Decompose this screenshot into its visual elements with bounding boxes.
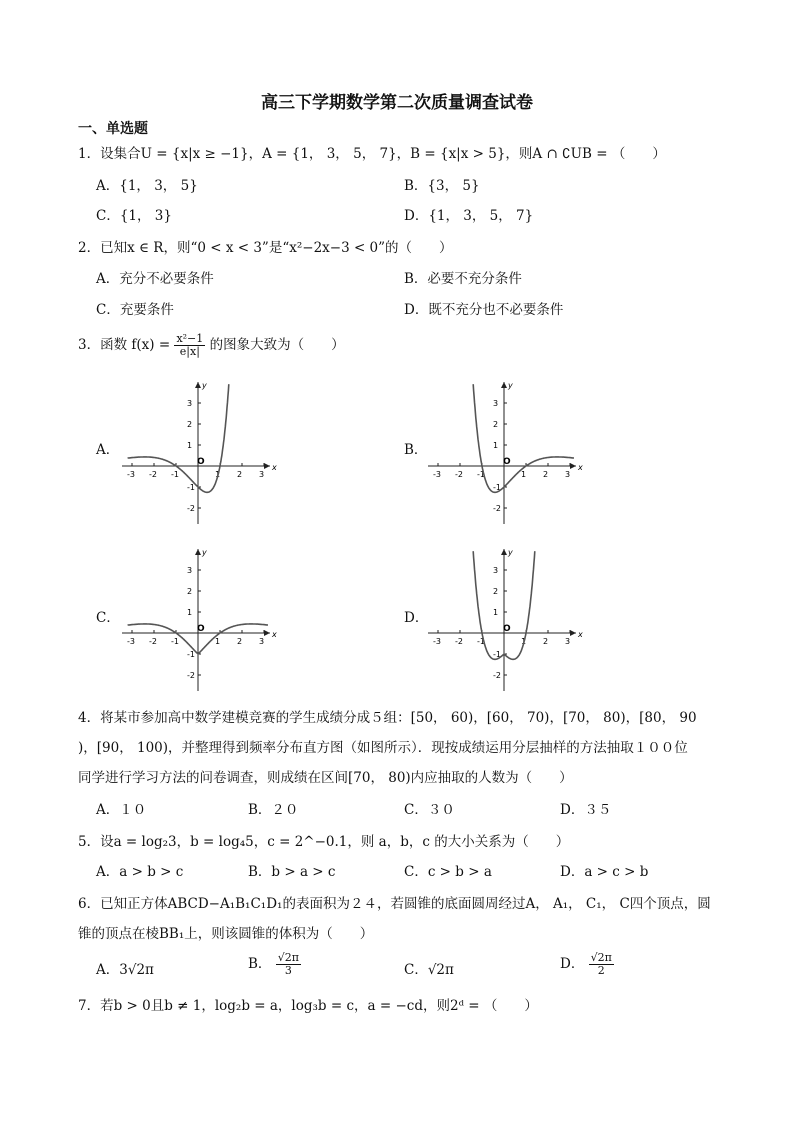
question-2-option-c: C．充要条件 — [96, 302, 174, 318]
x-tick-label: 3 — [565, 637, 571, 646]
question-4-option-d: D．３５ — [560, 802, 612, 818]
question-6-option-d-numerator: √2π — [590, 951, 612, 964]
x-tick-label: -3 — [127, 637, 135, 646]
origin-label: O — [197, 457, 205, 467]
question-6-option-d-label: D． — [560, 956, 585, 972]
question-4-option-c: C．３０ — [404, 802, 455, 818]
y-axis-arrow — [195, 382, 201, 388]
question-1-option-c: C．{1， 3} — [96, 208, 172, 224]
question-6-line-1: 6．已知正方体ABCD−A₁B₁C₁D₁的表面积为２４，若圆锥的底面圆周经过A， A₁， C₁， C四个顶点，圆 — [78, 896, 711, 912]
y-tick-label: 3 — [187, 399, 193, 408]
question-2-option-d: D．既不充分也不必要条件 — [404, 302, 564, 318]
question-1-stem: 1．设集合U = {x|x ≥ −1}，A = {1， 3， 5， 7}，B = {x|x > 5}，则A ∩ ∁UB = （ ） — [78, 146, 666, 162]
question-4-option-b: B．２０ — [248, 802, 299, 818]
x-tick-label: -1 — [477, 470, 485, 479]
x-axis-arrow — [264, 630, 270, 636]
question-2-stem: 2．已知x ∈ R，则“0 < x < 3”是“x²−2x−3 < 0”的（ ） — [78, 240, 453, 256]
x-tick-label: 3 — [259, 637, 265, 646]
x-tick-label: -3 — [433, 637, 441, 646]
question-1-option-b: B．{3， 5} — [404, 178, 480, 194]
question-6-option-c: C．√2π — [404, 962, 454, 978]
question-4-line-2: )，[90， 100)，并整理得到频率分布直方图（如图所示）．现按成绩运用分层抽样的方法抽取１００位 — [78, 740, 688, 756]
y-tick-label: -1 — [187, 483, 195, 492]
y-tick-label: -2 — [187, 671, 195, 680]
y-tick-label: 1 — [493, 441, 499, 450]
x-tick-label: 1 — [215, 470, 221, 479]
y-axis-label: y — [202, 381, 207, 390]
x-axis-arrow — [264, 463, 270, 469]
y-tick-label: -1 — [493, 483, 501, 492]
x-tick-label: 1 — [215, 637, 221, 646]
y-axis-arrow — [501, 382, 507, 388]
x-axis-label: x — [272, 630, 277, 639]
question-3-stem — [78, 330, 345, 360]
x-tick-label: -1 — [477, 637, 485, 646]
y-tick-label: -2 — [493, 671, 501, 680]
question-3-option-d: D． — [404, 610, 429, 626]
graph-d — [424, 545, 584, 695]
question-6-option-b-label: B． — [248, 956, 272, 972]
x-tick-label: -2 — [455, 470, 463, 479]
question-3-denominator: e|x| — [179, 345, 200, 358]
x-tick-label: 3 — [565, 470, 571, 479]
question-3-option-b: B． — [404, 442, 428, 458]
question-1-option-a: A．{1， 3， 5} — [96, 178, 198, 194]
question-6-option-b-fraction — [276, 952, 301, 977]
question-3-numerator: x²−1 — [176, 332, 204, 345]
x-tick-label: -1 — [171, 637, 179, 646]
y-tick-label: -2 — [187, 504, 195, 513]
y-axis-arrow — [195, 549, 201, 555]
graph-a — [118, 378, 278, 528]
x-axis-arrow — [570, 630, 576, 636]
question-6-option-b-denominator: 3 — [284, 964, 292, 977]
section-heading: 一、单选题 — [78, 121, 148, 137]
y-tick-label: -1 — [187, 650, 195, 659]
y-tick-label: -2 — [493, 504, 501, 513]
question-5-option-d: D．a > c > b — [560, 864, 649, 880]
question-3-option-c: C． — [96, 610, 120, 626]
x-tick-label: 1 — [521, 470, 527, 479]
question-2-option-a: A．充分不必要条件 — [96, 271, 214, 287]
y-tick-label: 2 — [493, 420, 499, 429]
x-tick-label: 1 — [521, 637, 527, 646]
x-axis-label: x — [578, 463, 583, 472]
question-4-option-a: A．１０ — [96, 802, 147, 818]
x-tick-label: -3 — [433, 470, 441, 479]
question-5-stem: 5．设a = log₂3，b = log₄5，c = 2^−0.1，则 a，b，c 的大小关系为（ ） — [78, 834, 570, 850]
y-tick-label: 3 — [187, 566, 193, 575]
x-tick-label: 3 — [259, 470, 265, 479]
question-4-line-1: 4．将某市参加高中数学建模竞赛的学生成绩分成５组：[50， 60)，[60， 70)，[70， 80)，[80， 90 — [78, 710, 697, 726]
y-tick-label: 2 — [493, 587, 499, 596]
question-2-option-b: B．必要不充分条件 — [404, 271, 522, 287]
y-axis-arrow — [501, 549, 507, 555]
origin-label: O — [503, 624, 511, 634]
question-7-stem: 7．若b > 0且b ≠ 1，log₂b = a，log₃b = c，a = −cd，则2ᵈ = （ ） — [78, 998, 538, 1014]
x-tick-label: 2 — [237, 637, 243, 646]
y-axis-label: y — [202, 548, 207, 557]
x-tick-label: 2 — [237, 470, 243, 479]
question-1-option-d: D．{1， 3， 5， 7} — [404, 208, 534, 224]
x-tick-label: -2 — [149, 637, 157, 646]
x-tick-label: -2 — [455, 637, 463, 646]
y-tick-label: 3 — [493, 399, 499, 408]
question-3-option-a: A． — [96, 442, 120, 458]
y-tick-label: 2 — [187, 587, 193, 596]
question-6-option-b — [248, 952, 301, 977]
question-6-option-d-fraction — [589, 952, 614, 977]
question-5-option-a: A．a > b > c — [96, 864, 184, 880]
x-tick-label: -1 — [171, 470, 179, 479]
y-tick-label: 2 — [187, 420, 193, 429]
question-5-option-c: C．c > b > a — [404, 864, 492, 880]
x-axis-label: x — [272, 463, 277, 472]
question-6-option-d-denominator: 2 — [597, 964, 605, 977]
x-tick-label: -2 — [149, 470, 157, 479]
y-tick-label: 1 — [493, 608, 499, 617]
x-tick-label: -3 — [127, 470, 135, 479]
graph-b — [424, 378, 584, 528]
question-3-fraction — [174, 333, 205, 358]
question-3-suffix: 的图象大致为（ ） — [209, 337, 345, 353]
question-5-option-b: B．b > a > c — [248, 864, 336, 880]
question-6-option-d — [560, 952, 614, 977]
x-tick-label: 2 — [543, 637, 549, 646]
x-axis-label: x — [578, 630, 583, 639]
y-axis-label: y — [508, 381, 513, 390]
origin-label: O — [197, 624, 205, 634]
x-axis-arrow — [570, 463, 576, 469]
question-6-option-a: A．3√2π — [96, 962, 154, 978]
x-tick-label: 2 — [543, 470, 549, 479]
question-6-option-b-numerator: √2π — [277, 951, 299, 964]
y-tick-label: 1 — [187, 441, 193, 450]
y-axis-label: y — [508, 548, 513, 557]
question-4-line-3: 同学进行学习方法的问卷调查，则成绩在区间[70， 80)内应抽取的人数为（ ） — [78, 770, 573, 786]
graph-c — [118, 545, 278, 695]
page-title: 高三下学期数学第二次质量调查试卷 — [261, 93, 533, 113]
question-6-line-2: 锥的顶点在棱BB₁上，则该圆锥的体积为（ ） — [78, 926, 374, 942]
origin-label: O — [503, 457, 511, 467]
y-tick-label: 1 — [187, 608, 193, 617]
question-3-prefix: 3．函数 f(x) = — [78, 337, 171, 353]
y-tick-label: -1 — [493, 650, 501, 659]
y-tick-label: 3 — [493, 566, 499, 575]
